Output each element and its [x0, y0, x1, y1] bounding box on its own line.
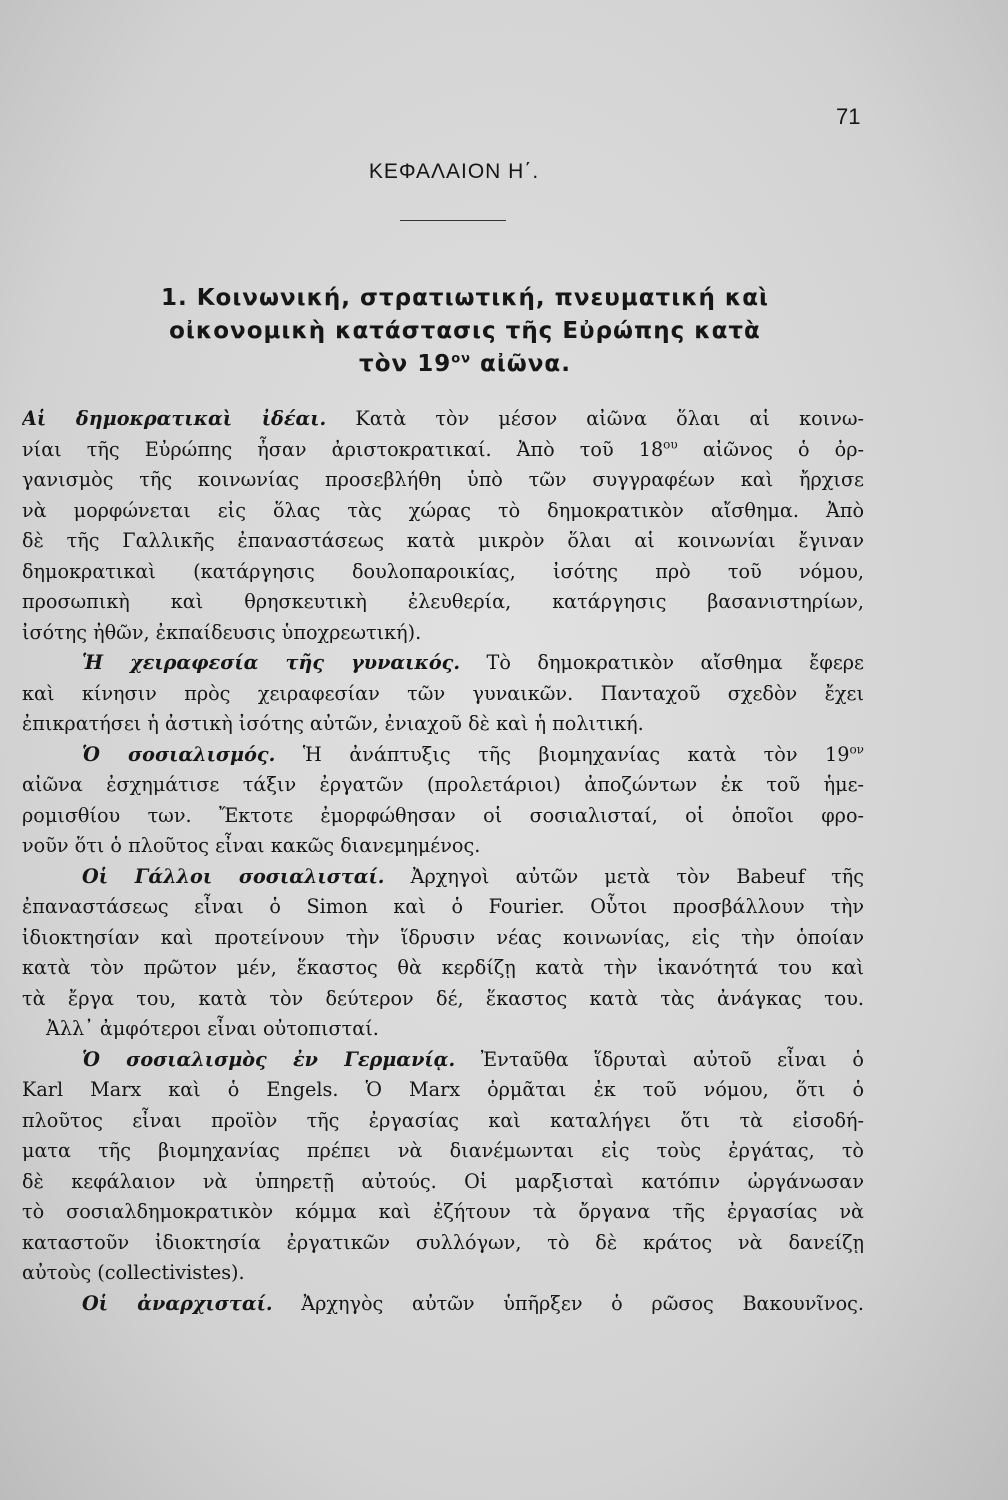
text-line: τὸ σοσιαλδημοκρατικὸν κόμμα καὶ ἐζήτουν τὰ ὄργανα τῆς ἐργασίας νὰ: [22, 1200, 864, 1223]
subheading-anarchists: Οἱ ἀναρχισταί.: [82, 1291, 273, 1315]
text-line: νὰ μορφώνεται εἰς ὅλας τὰς χώρας τὸ δημοκρατικὸν αἴσθημα. Ἀπὸ: [22, 498, 864, 522]
text-line: Ὁ σοσιαλισμὸς ἐν Γερμανίᾳ. Ἐνταῦθα ἵδρυταὶ αὐτοῦ εἶναι ὁ: [82, 1047, 864, 1071]
text-line: ἐπαναστάσεως εἶναι ὁ Simon καὶ ὁ Fourier. Οὗτοι προσβάλλουν τὴν: [22, 895, 864, 918]
subheading-socialism-germany: Ὁ σοσιαλισμὸς ἐν Γερμανίᾳ.: [82, 1047, 456, 1071]
text-line: Ὁ σοσιαλισμός. Ἡ ἀνάπτυξις τῆς βιομηχανίας κατὰ τὸν $19^{o\nu}$: [82, 742, 864, 766]
subheading-french-socialists: Οἱ Γάλλοι σοσιαλισταί.: [82, 864, 385, 888]
text-line: πλοῦτος εἶναι προϊὸν τῆς ἐργασίας καὶ καταλήγει ὅτι τὰ εἰσοδή-: [22, 1108, 864, 1132]
section-title-line-3: τὸν $19^{o\nu}$ αἰῶνα.: [359, 351, 571, 377]
subheading-democratic-ideas: Αἱ δημοκρατικαὶ ἰδέαι.: [22, 407, 327, 430]
page-number: 71: [836, 104, 861, 129]
text-line: προσωπικὴ καὶ θρησκευτικὴ ἐλευθερία, κατάργησις βασανιστηρίων,: [22, 590, 864, 613]
body-text: [22, 404, 864, 1319]
section-number: 1.: [160, 285, 188, 311]
text-line: τὰ ἔργα του, κατὰ τὸν δεύτερον δέ, ἕκαστος κατὰ τὰς ἀνάγκας του.: [22, 986, 864, 1010]
text-line: δὲ τῆς Γαλλικῆς ἐπαναστάσεως κατὰ μικρὸν ὅλαι αἱ κοινωνίαι ἔγιναν: [22, 529, 864, 552]
text-line: καὶ κίνησιν πρὸς χειραφεσίαν τῶν γυναικῶν. Πανταχοῦ σχεδὸν ἔχει: [22, 681, 864, 705]
text-line: καταστοῦν ἰδιοκτησία ἐργατικῶν συλλόγων, τὸ δὲ κράτος νὰ δανείζῃ: [22, 1230, 864, 1254]
text-line: νίαι τῆς Εὐρώπης ἦσαν ἀριστοκρατικαί. Ἀπὸ τοῦ $18^{o\upsilon}$ αἰῶνος ὁ ὀρ-: [22, 437, 864, 461]
text-line: δημοκρατικαὶ (κατάργησις δουλοπαροικίας, ἰσότης πρὸ τοῦ νόμου,: [22, 559, 864, 583]
text-line: Οἱ Γάλλοι σοσιαλισταί. Ἀρχηγοὶ αὐτῶν μετὰ τὸν Babeuf τῆς: [82, 864, 864, 888]
heading-divider: [400, 220, 506, 221]
subheading-socialism: Ὁ σοσιαλισμός.: [82, 742, 276, 766]
text-line: ρομισθίου των. Ἔκτοτε ἐμορφώθησαν οἱ σοσιαλισταί, οἱ ὁποῖοι φρο-: [22, 803, 864, 827]
text-line: νοῦν ὅτι ὁ πλοῦτος εἶναι κακῶς διανεμημένος.: [22, 834, 481, 857]
text-line: Ἡ χειραφεσία τῆς γυναικός. Τὸ δημοκρατικὸν αἴσθημα ἔφερε: [82, 651, 864, 674]
text-line: αὐτοὺς (collectivistes).: [22, 1261, 245, 1284]
text-line: Αἱ δημοκρατικαὶ ἰδέαι. Κατὰ τὸν μέσον αἰῶνα ὅλαι αἱ κοινω-: [22, 407, 864, 430]
text-line: κατὰ τὸν πρῶτον μέν, ἕκαστος θὰ κερδίζῃ κατὰ τὴν ἱκανότητά του καὶ: [22, 956, 864, 979]
text-line: Οἱ ἀναρχισταί. Ἀρχηγὸς αὐτῶν ὑπῆρξεν ὁ ρῶσος Βακουνῖνος.: [82, 1291, 864, 1315]
section-title: [70, 282, 860, 381]
text-line: ἰσότης ἠθῶν, ἐκπαίδευσις ὑποχρεωτική).: [22, 620, 422, 644]
text-line: Ἀλλ᾽ ἀμφότεροι εἶναι οὐτοπισταί.: [46, 1017, 379, 1040]
text-line: ματα τῆς βιομηχανίας πρέπει νὰ διανέμωνται εἰς τοὺς ἐργάτας, τὸ: [22, 1139, 864, 1162]
subheading-womens-emancipation: Ἡ χειραφεσία τῆς γυναικός.: [82, 651, 461, 674]
text-line: αἰῶνα ἐσχημάτισε τάξιν ἐργατῶν (προλετάριοι) ἀποζώντων ἐκ τοῦ ἡμε-: [22, 773, 864, 796]
section-title-line-2: οἰκονομικὴ κατάστασις τῆς Εὐρώπης κατὰ: [169, 318, 761, 344]
text-line: ἐπικρατήσει ἡ ἀστικὴ ἰσότης αὐτῶν, ἐνιαχοῦ δὲ καὶ ἡ πολιτική.: [22, 712, 644, 735]
section-title-line-1: 1. Κοινωνική, στρατιωτική, πνευματική καὶ: [160, 285, 770, 311]
chapter-heading: ΚΕΦΑΛΑΙΟΝ Η΄.: [368, 160, 540, 183]
text-line: δὲ κεφάλαιον νὰ ὑπηρετῇ αὐτούς. Οἱ μαρξισταὶ κατόπιν ὠργάνωσαν: [22, 1169, 864, 1193]
text-line: Karl Marx καὶ ὁ Engels. Ὁ Marx ὁρμᾶται ἐκ τοῦ νόμου, ὅτι ὁ: [22, 1078, 864, 1101]
text-line: ἰδιοκτησίαν καὶ προτείνουν τὴν ἵδρυσιν νέας κοινωνίας, εἰς τὴν ὁποίαν: [22, 925, 864, 949]
text-line: γανισμὸς τῆς κοινωνίας προσεβλήθη ὑπὸ τῶν συγγραφέων καὶ ἤρχισε: [22, 468, 864, 491]
